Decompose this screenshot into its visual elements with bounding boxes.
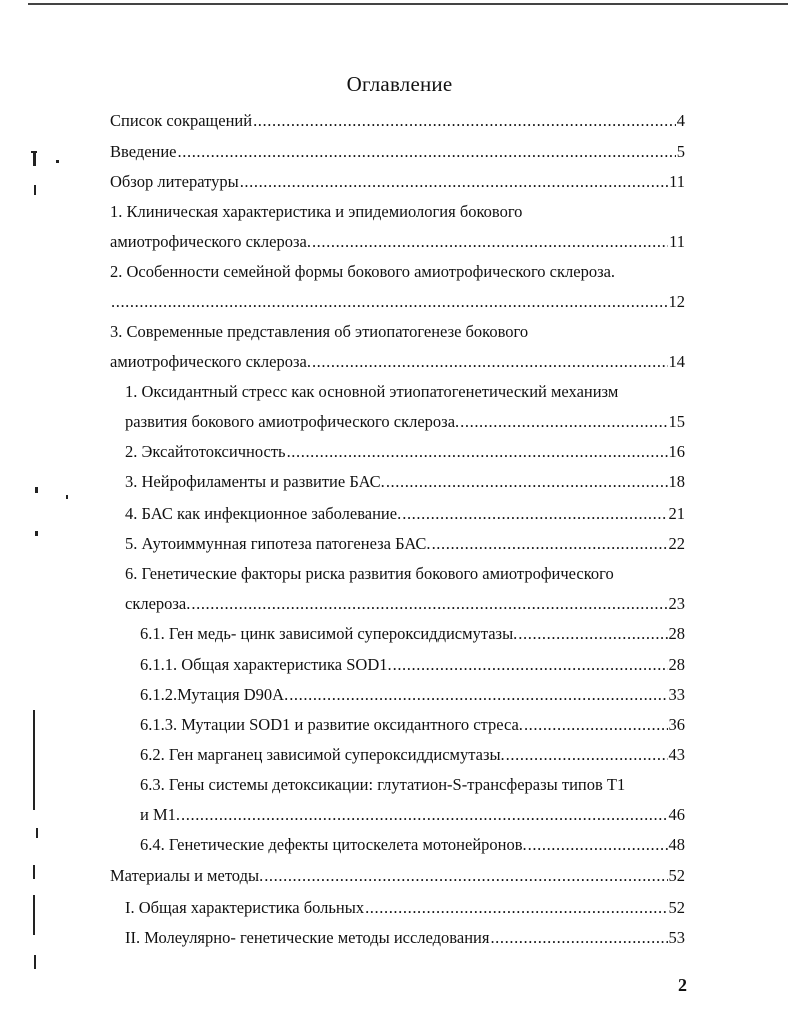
scan-mark [35,531,38,536]
dot-leader [402,502,667,526]
toc-entry-title: 2. Эксайтотоксичность [125,442,286,461]
toc-entry-page: 14 [668,352,685,371]
scan-mark [35,487,38,493]
toc-entry-title: амиотрофического склероза. [110,352,311,371]
dot-leader [287,440,668,464]
top-border-line [28,3,788,5]
toc-entry[interactable] [110,140,685,164]
dot-leader [312,230,668,254]
toc-entry-title: 6.1.1. Общая характеристика SOD1. [140,655,392,674]
toc-entry-page: 52 [668,898,685,917]
toc-entry-page: 4 [676,111,685,130]
toc-entry-page: 21 [668,504,685,523]
toc-entry-page: 36 [668,715,685,734]
toc-entry[interactable] [110,260,615,284]
toc-entry-page: 12 [668,292,685,311]
toc-entry[interactable] [140,713,685,737]
toc-entry-title: I. Общая характеристика больных [125,898,365,917]
toc-entry-title: 3. Нейрофиламенты и развитие БАС. [125,472,385,491]
dot-leader [191,592,667,616]
toc-entry-title: 6.3. Гены системы детоксикации: глутатион-S-трансферазы типов Т1 [140,775,626,794]
page-title: Оглавление [346,72,453,96]
toc-entry[interactable] [110,350,685,374]
toc-entry-title: 5. Аутоиммунная гипотеза патогенеза БАС. [125,534,431,553]
scan-mark [33,865,35,879]
toc-entry[interactable] [110,230,685,254]
toc-entry-title: амиотрофического склероза. [110,232,311,251]
toc-entry-page: 43 [668,745,685,764]
toc-entry-page: 22 [668,534,685,553]
toc-entry-title: 6.4. Генетические дефекты цитоскелета мотонейронов. [140,835,527,854]
toc-entry-title: склероза. [125,594,191,613]
toc-entry-page: 48 [668,835,685,854]
dot-leader [528,833,668,857]
toc-entry[interactable] [125,440,685,464]
toc-entry-title: 6.1.3. Мутации SOD1 и развитие оксидантного стреса. [140,715,523,734]
toc-entry-title: 6. Генетические факторы риска развития бокового амиотрофического [125,564,614,583]
toc-entry-title: развития бокового амиотрофического склероза. [125,412,460,431]
toc-entry-title: 2. Особенности семейной формы бокового амиотрофического склероза. [110,262,616,281]
toc-entry-page: 28 [668,655,685,674]
dot-leader [365,896,667,920]
toc-entry-title: Обзор литературы [110,172,239,191]
dot-leader [393,653,668,677]
page-number: 2 [678,975,687,995]
toc-entry[interactable] [125,926,685,950]
scan-mark [31,151,37,153]
dot-leader [518,622,667,646]
toc-entry[interactable] [125,380,618,404]
scan-mark [33,895,35,935]
scan-mark [56,160,59,163]
toc-entry-page: 18 [668,472,685,491]
dot-leader [111,290,668,314]
toc-entry[interactable] [125,532,685,556]
toc-entry-title: и М1. [140,805,181,824]
toc-entry-page: 16 [668,442,685,461]
toc-entry-page: 11 [669,232,685,251]
toc-entry[interactable] [140,773,625,797]
scan-mark [66,495,68,499]
toc-entry-title: 1. Клиническая характеристика и эпидемиология бокового [110,202,523,221]
toc-entry[interactable] [110,109,685,133]
toc-entry-page: 28 [668,624,685,643]
toc-entry[interactable] [110,320,528,344]
toc-entry-title: 6.1. Ген медь- цинк зависимой супероксиддисмутазы. [140,624,518,643]
toc-entry[interactable] [125,502,685,526]
dot-leader [240,170,668,194]
toc-entry-title: Материалы и методы. [110,866,264,885]
toc-entry[interactable] [125,470,685,494]
dot-leader [506,743,668,767]
scan-mark [36,828,38,838]
toc-entry-page: 33 [668,685,685,704]
toc-entry[interactable] [110,290,685,314]
dot-leader [460,410,667,434]
toc-entry-page: 53 [668,928,685,947]
toc-entry-title: II. Молеулярно- генетические методы исследования [125,928,490,947]
toc-entry-page: 23 [668,594,685,613]
dot-leader [181,803,667,827]
dot-leader [264,864,667,888]
dot-leader [289,683,667,707]
toc-entry-page: 11 [669,172,685,191]
toc-entry[interactable] [140,653,685,677]
toc-entry-title: 1. Оксидантный стресс как основной этиопатогенетический механизм [125,382,619,401]
dot-leader [178,140,676,164]
toc-entry[interactable] [140,743,685,767]
toc-entry-page: 15 [668,412,685,431]
dot-leader [312,350,668,374]
toc-entry[interactable] [110,200,522,224]
scan-mark [34,185,36,195]
dot-leader [432,532,668,556]
dot-leader [524,713,668,737]
toc-entry[interactable] [125,410,685,434]
toc-entry[interactable] [125,592,685,616]
toc-entry-title: 3. Современные представления об этиопатогенезе бокового [110,322,529,341]
toc-entry-page: 46 [668,805,685,824]
toc-entry-title: 4. БАС как инфекционное заболевание. [125,504,402,523]
toc-entry[interactable] [140,622,685,646]
toc-entry[interactable] [110,170,685,194]
toc-entry[interactable] [110,864,685,888]
scan-mark [33,152,36,166]
toc-entry-page: 52 [668,866,685,885]
toc-entry[interactable] [140,803,685,827]
toc-entry[interactable] [125,562,614,586]
scan-mark [33,710,35,810]
toc-entry-title: Список сокращений [110,111,253,130]
toc-entry-title: 6.2. Ген марганец зависимой супероксиддисмутазы. [140,745,505,764]
toc-entry-title: Введение [110,142,177,161]
dot-leader [490,926,667,950]
toc-entry-title: 6.1.2.Мутация D90A. [140,685,289,704]
toc-entry[interactable] [125,896,685,920]
dot-leader [253,109,676,133]
toc-entry[interactable] [140,683,685,707]
toc-entry-page: 5 [676,142,685,161]
scan-mark [34,955,36,969]
dot-leader [386,470,668,494]
toc-entry[interactable] [140,833,685,857]
